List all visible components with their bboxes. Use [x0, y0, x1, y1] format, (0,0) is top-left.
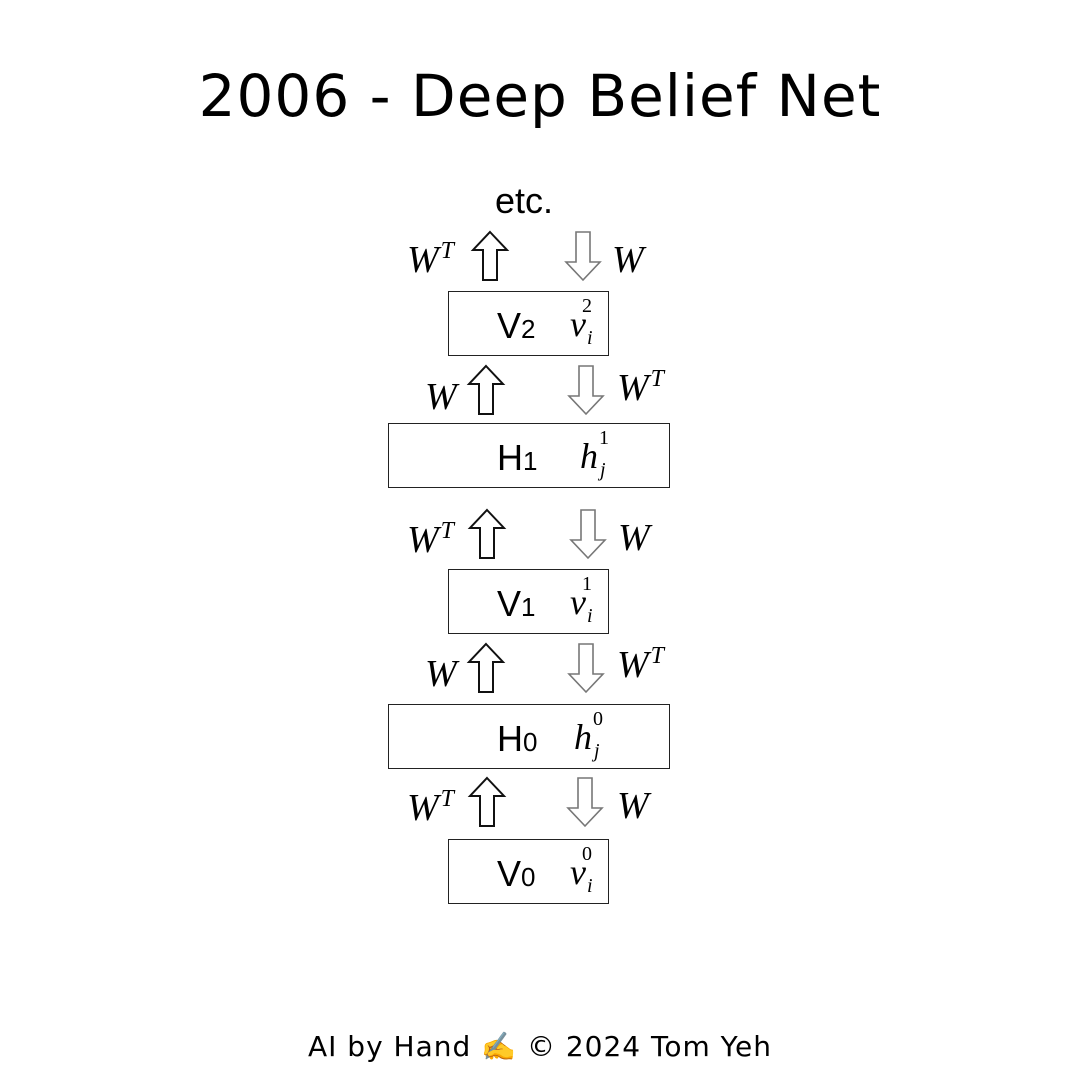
up-arrow-icon	[466, 364, 506, 416]
down-arrow-icon	[568, 508, 608, 560]
layer-v0-label: V0	[497, 853, 536, 894]
layer-v1-label: V1	[497, 583, 536, 624]
weight-label-down-1: W	[612, 239, 644, 281]
layer-h1-variable: h 1 j	[580, 427, 609, 481]
up-arrow-icon	[467, 508, 507, 560]
etc-label: etc.	[495, 180, 554, 221]
layer-v2-variable: v 2 i	[570, 295, 593, 349]
weight-label-up-5: $W^T$	[407, 786, 455, 829]
down-arrow-icon	[566, 642, 606, 694]
layer-v0-variable: v 0 i	[570, 843, 593, 897]
layer-v1-variable: v 1 i	[570, 573, 593, 627]
weight-label-up-1: $W^T$	[407, 238, 455, 281]
layer-h0-label: H0	[497, 718, 538, 759]
weight-label-up-3: $W^T$	[407, 518, 455, 561]
weight-label-down-5: W	[617, 785, 649, 827]
layer-h0-variable: h 0 j	[574, 708, 603, 762]
up-arrow-icon	[467, 776, 507, 828]
weight-label-up-2: W	[425, 376, 457, 418]
down-arrow-icon	[565, 776, 605, 828]
layer-v2-label: V2	[497, 305, 536, 346]
weight-label-down-3: W	[618, 517, 650, 559]
weight-label-down-2: $W^T$	[617, 366, 665, 409]
down-arrow-icon	[566, 364, 606, 416]
layer-h1-label: H1	[497, 437, 538, 478]
footer-credit: AI by Hand ✍️ © 2024 Tom Yeh	[307, 1030, 773, 1063]
weight-label-up-4: W	[425, 653, 457, 695]
weight-label-down-4: $W^T$	[617, 643, 665, 686]
down-arrow-icon	[563, 230, 603, 282]
page-title: 2006 - Deep Belief Net	[198, 62, 882, 130]
up-arrow-icon	[470, 230, 510, 282]
up-arrow-icon	[466, 642, 506, 694]
